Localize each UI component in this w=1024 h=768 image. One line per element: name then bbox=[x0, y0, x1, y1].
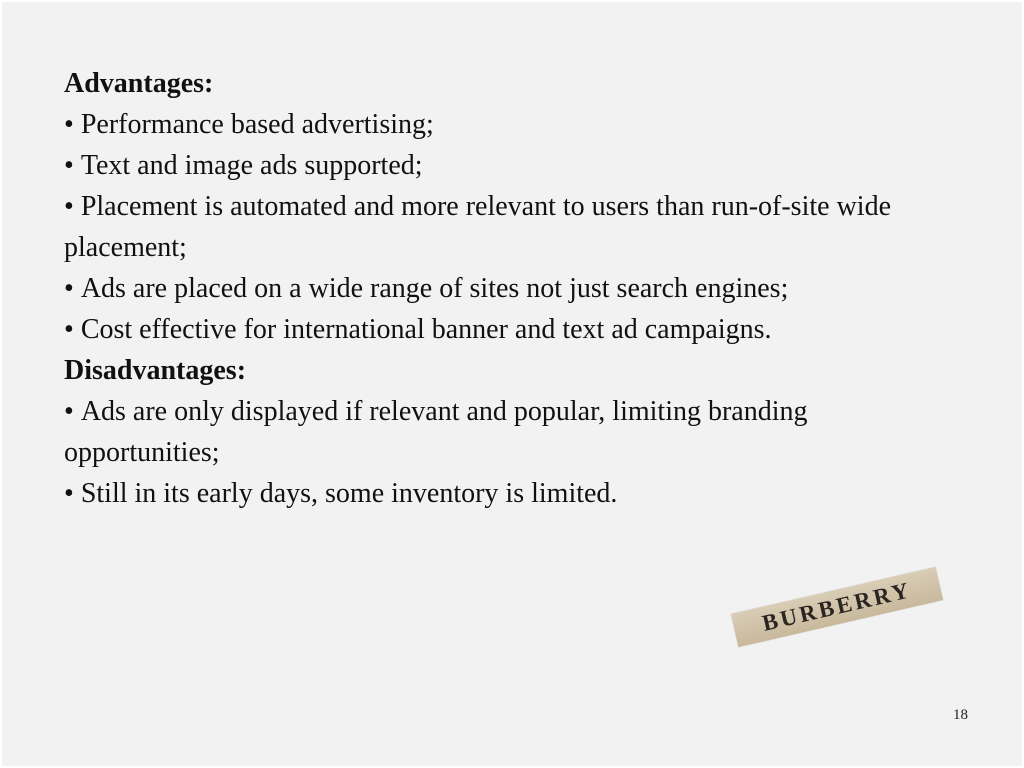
slide-content bbox=[64, 63, 964, 514]
bullet-icon bbox=[64, 273, 81, 304]
disadvantage-item bbox=[64, 391, 964, 473]
disadvantages-list bbox=[64, 391, 964, 514]
logo-label: BURBERRY bbox=[731, 567, 943, 647]
bullet-icon bbox=[64, 109, 81, 140]
disadvantage-item bbox=[64, 473, 964, 514]
advantage-text: Ads are placed on a wide range of sites not just search engines; bbox=[80, 273, 789, 304]
disadvantage-text: Ads are only displayed if relevant and popular, limiting branding opportunities; bbox=[64, 396, 808, 468]
bullet-icon bbox=[64, 191, 81, 222]
advantages-heading: Advantages: bbox=[64, 68, 214, 99]
advantage-text: Performance based advertising; bbox=[80, 109, 434, 140]
advantage-item bbox=[64, 145, 964, 186]
advantage-text: Placement is automated and more relevant to users than run-of-site wide placement; bbox=[64, 191, 891, 263]
advantage-text: Text and image ads supported; bbox=[80, 150, 423, 181]
disadvantage-text: Still in its early days, some inventory is limited. bbox=[80, 478, 618, 509]
advantages-list bbox=[64, 104, 964, 350]
bullet-icon bbox=[64, 478, 81, 509]
disadvantages-heading: Disadvantages: bbox=[64, 355, 247, 386]
slide bbox=[2, 2, 1022, 766]
page-number: 18 bbox=[953, 707, 968, 723]
bullet-icon bbox=[64, 314, 81, 345]
advantage-item bbox=[64, 309, 964, 350]
bullet-icon bbox=[64, 150, 81, 181]
bullet-icon bbox=[64, 396, 81, 427]
advantage-item bbox=[64, 268, 964, 309]
advantage-item bbox=[64, 186, 964, 268]
advantage-item bbox=[64, 104, 964, 145]
burberry-logo bbox=[731, 567, 943, 647]
advantage-text: Cost effective for international banner and text ad campaigns. bbox=[80, 314, 772, 345]
